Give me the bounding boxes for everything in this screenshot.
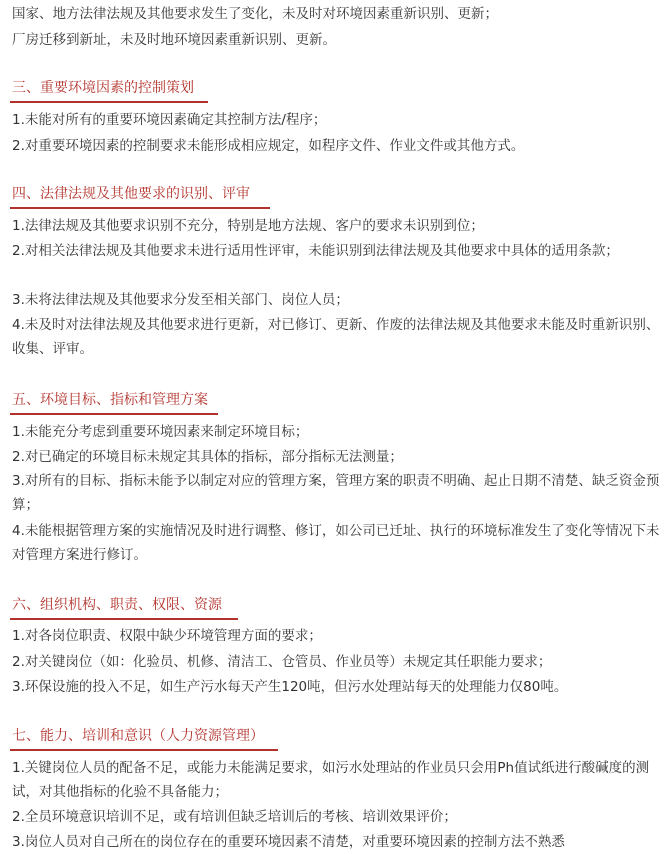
list-item: 1.未能对所有的重要环境因素确定其控制方法/程序； (12, 112, 327, 128)
list-item: 2.对重要环境因素的控制要求未能形成相应规定，如程序文件、作业文件或其他方式。 (12, 138, 525, 154)
list-item: 1.对各岗位职责、权限中缺少环境管理方面的要求； (12, 628, 322, 644)
list-item: 2.对已确定的环境目标未规定其具体的指标，部分指标无法测量； (12, 449, 403, 465)
list-item: 2.对关键岗位（如：化验员、机修、清洁工、仓管员、作业员等）未规定其任职能力要求； (12, 654, 552, 670)
intro-line: 国家、地方法律法规及其他要求发生了变化，未及时对环境因素重新识别、更新； (12, 6, 498, 22)
section-heading: 三、重要环境因素的控制策划 (12, 80, 194, 96)
list-item: 2.对相关法律法规及其他要求未进行适用性评审，未能识别到法律法规及其他要求中具体的适用条款； (12, 243, 619, 259)
section-heading: 七、能力、培训和意识（人力资源管理） (12, 728, 264, 744)
list-item: 3.对所有的目标、指标未能予以制定对应的管理方案，管理方案的职责不明确、起止日期不清楚、缺乏资金预算； (12, 473, 660, 513)
list-item: 4.未能根据管理方案的实施情况及时进行调整、修订，如公司已迁址、执行的环境标准发生了变化等情况下未对管理方案进行修订。 (12, 523, 660, 563)
section-heading: 五、环境目标、指标和管理方案 (12, 392, 208, 408)
section-heading: 六、组织机构、职责、权限、资源 (12, 597, 222, 613)
heading-underline (10, 101, 208, 103)
section-heading: 四、法律法规及其他要求的识别、评审 (12, 186, 250, 202)
list-item: 3.环保设施的投入不足，如生产污水每天产生120吨，但污水处理站每天的处理能力仅80吨。 (12, 679, 568, 695)
list-item: 4.未及时对法律法规及其他要求进行更新，对已修订、更新、作废的法律法规及其他要求未能及时重新识别、收集、评审。 (12, 317, 660, 357)
list-item: 2.全员环境意识培训不足，或有培训但缺乏培训后的考核、培训效果评价； (12, 809, 457, 825)
list-item: 1.未能充分考虑到重要环境因素来制定环境目标； (12, 424, 309, 440)
heading-underline (10, 749, 278, 751)
heading-underline (10, 618, 238, 620)
intro-line: 厂房迁移到新址，未及时地环境因素重新识别、更新。 (12, 32, 336, 48)
list-item: 3.岗位人员对自己所在的岗位存在的重要环境因素不清楚，对重要环境因素的控制方法不熟悉 (12, 834, 565, 850)
list-item: 1.关键岗位人员的配备不足，或能力未能满足要求，如污水处理站的作业员只会用Ph值试纸进行酸碱度的测试，对其他指标的化验不具备能力； (12, 760, 650, 800)
list-item: 1.法律法规及其他要求识别不充分，特别是地方法规、客户的要求未识别到位； (12, 218, 484, 234)
heading-underline (10, 413, 218, 415)
heading-underline (10, 207, 270, 209)
list-item: 3.未将法律法规及其他要求分发至相关部门、岗位人员； (12, 292, 349, 308)
